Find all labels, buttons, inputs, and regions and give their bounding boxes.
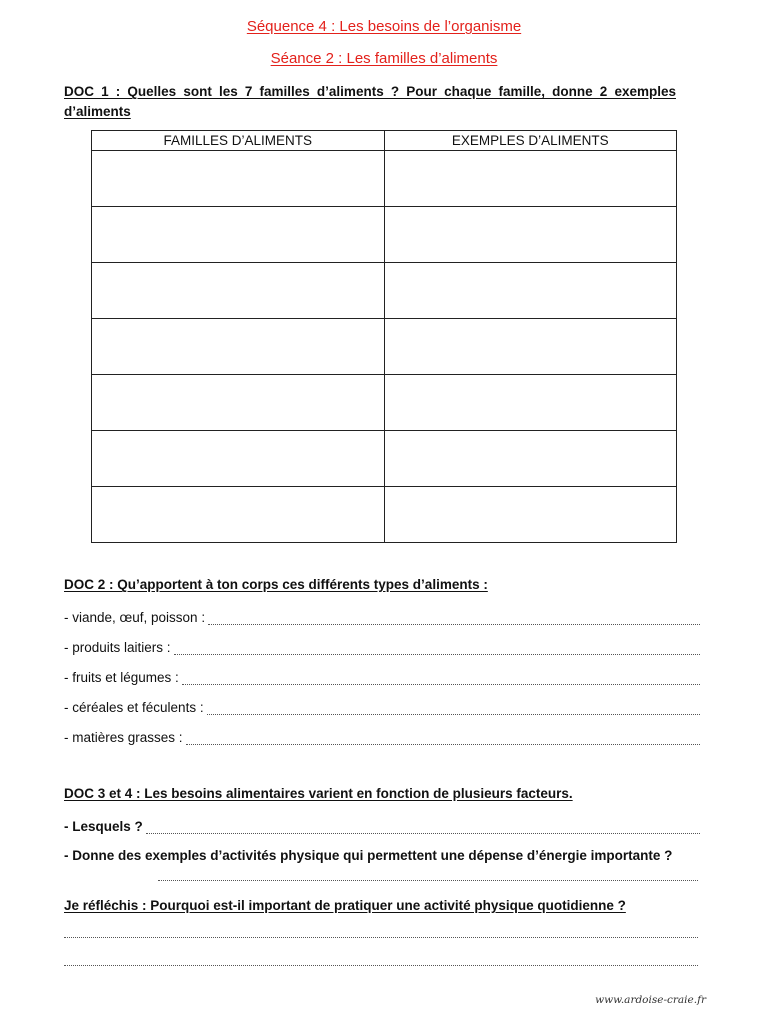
column-header-families: FAMILLES D’ALIMENTS	[92, 131, 385, 151]
dotted-answer-line[interactable]	[207, 701, 700, 715]
answer-label: - produits laitiers :	[64, 640, 171, 655]
dotted-answer-line[interactable]	[182, 671, 700, 685]
family-cell[interactable]	[92, 319, 385, 375]
family-cell[interactable]	[92, 487, 385, 543]
website-watermark: www.ardoise-craie.fr	[595, 994, 706, 1006]
answer-line-meat[interactable]	[64, 607, 700, 625]
examples-cell[interactable]	[384, 375, 677, 431]
table-row	[92, 375, 677, 431]
dotted-answer-line[interactable]	[174, 641, 700, 655]
question-label: - Donne des exemples d’activités physique qui permettent une dépense d’énergie importante ?	[64, 848, 673, 863]
column-header-examples: EXEMPLES D’ALIMENTS	[384, 131, 677, 151]
table-row	[92, 487, 677, 543]
examples-cell[interactable]	[384, 319, 677, 375]
family-cell[interactable]	[92, 263, 385, 319]
doc34-heading: DOC 3 et 4 : Les besoins alimentaires varient en fonction de plusieurs facteurs.	[64, 786, 573, 801]
reflection-question: Je réfléchis : Pourquoi est-il important de pratiquer une activité physique quotidienne ?	[64, 898, 626, 913]
question-activities	[64, 846, 700, 866]
question-lesquels[interactable]	[64, 816, 700, 834]
table-header-row	[92, 131, 677, 151]
table-row	[92, 263, 677, 319]
answer-line-fats[interactable]	[64, 727, 700, 745]
answer-label: - fruits et légumes :	[64, 670, 179, 685]
dotted-answer-line[interactable]	[64, 964, 698, 966]
answer-label: - viande, œuf, poisson :	[64, 610, 206, 625]
answer-line-dairy[interactable]	[64, 637, 700, 655]
dotted-answer-line[interactable]	[158, 879, 698, 881]
food-families-table	[91, 130, 677, 543]
family-cell[interactable]	[92, 151, 385, 207]
examples-cell[interactable]	[384, 151, 677, 207]
table-row	[92, 319, 677, 375]
sequence-title: Séquence 4 : Les besoins de l’organisme	[246, 18, 522, 35]
dotted-answer-line[interactable]	[208, 611, 700, 625]
answer-line-fruits[interactable]	[64, 667, 700, 685]
table-row	[92, 151, 677, 207]
examples-cell[interactable]	[384, 207, 677, 263]
answer-label: - céréales et féculents :	[64, 700, 204, 715]
family-cell[interactable]	[92, 207, 385, 263]
answer-line-cereals[interactable]	[64, 697, 700, 715]
examples-cell[interactable]	[384, 487, 677, 543]
doc2-heading: DOC 2 : Qu’apportent à ton corps ces différents types d’aliments :	[64, 577, 488, 592]
question-label: - Lesquels ?	[64, 819, 143, 834]
dotted-answer-line[interactable]	[64, 936, 698, 938]
examples-cell[interactable]	[384, 263, 677, 319]
table-row	[92, 207, 677, 263]
family-cell[interactable]	[92, 375, 385, 431]
examples-cell[interactable]	[384, 431, 677, 487]
dotted-answer-line[interactable]	[186, 731, 700, 745]
doc1-heading: DOC 1 : Quelles sont les 7 familles d’aliments ? Pour chaque famille, donne 2 exemples d’aliments	[64, 84, 676, 119]
dotted-answer-line[interactable]	[146, 820, 700, 834]
answer-label: - matières grasses :	[64, 730, 183, 745]
family-cell[interactable]	[92, 431, 385, 487]
seance-title: Séance 2 : Les familles d’aliments	[270, 50, 498, 67]
table-row	[92, 431, 677, 487]
